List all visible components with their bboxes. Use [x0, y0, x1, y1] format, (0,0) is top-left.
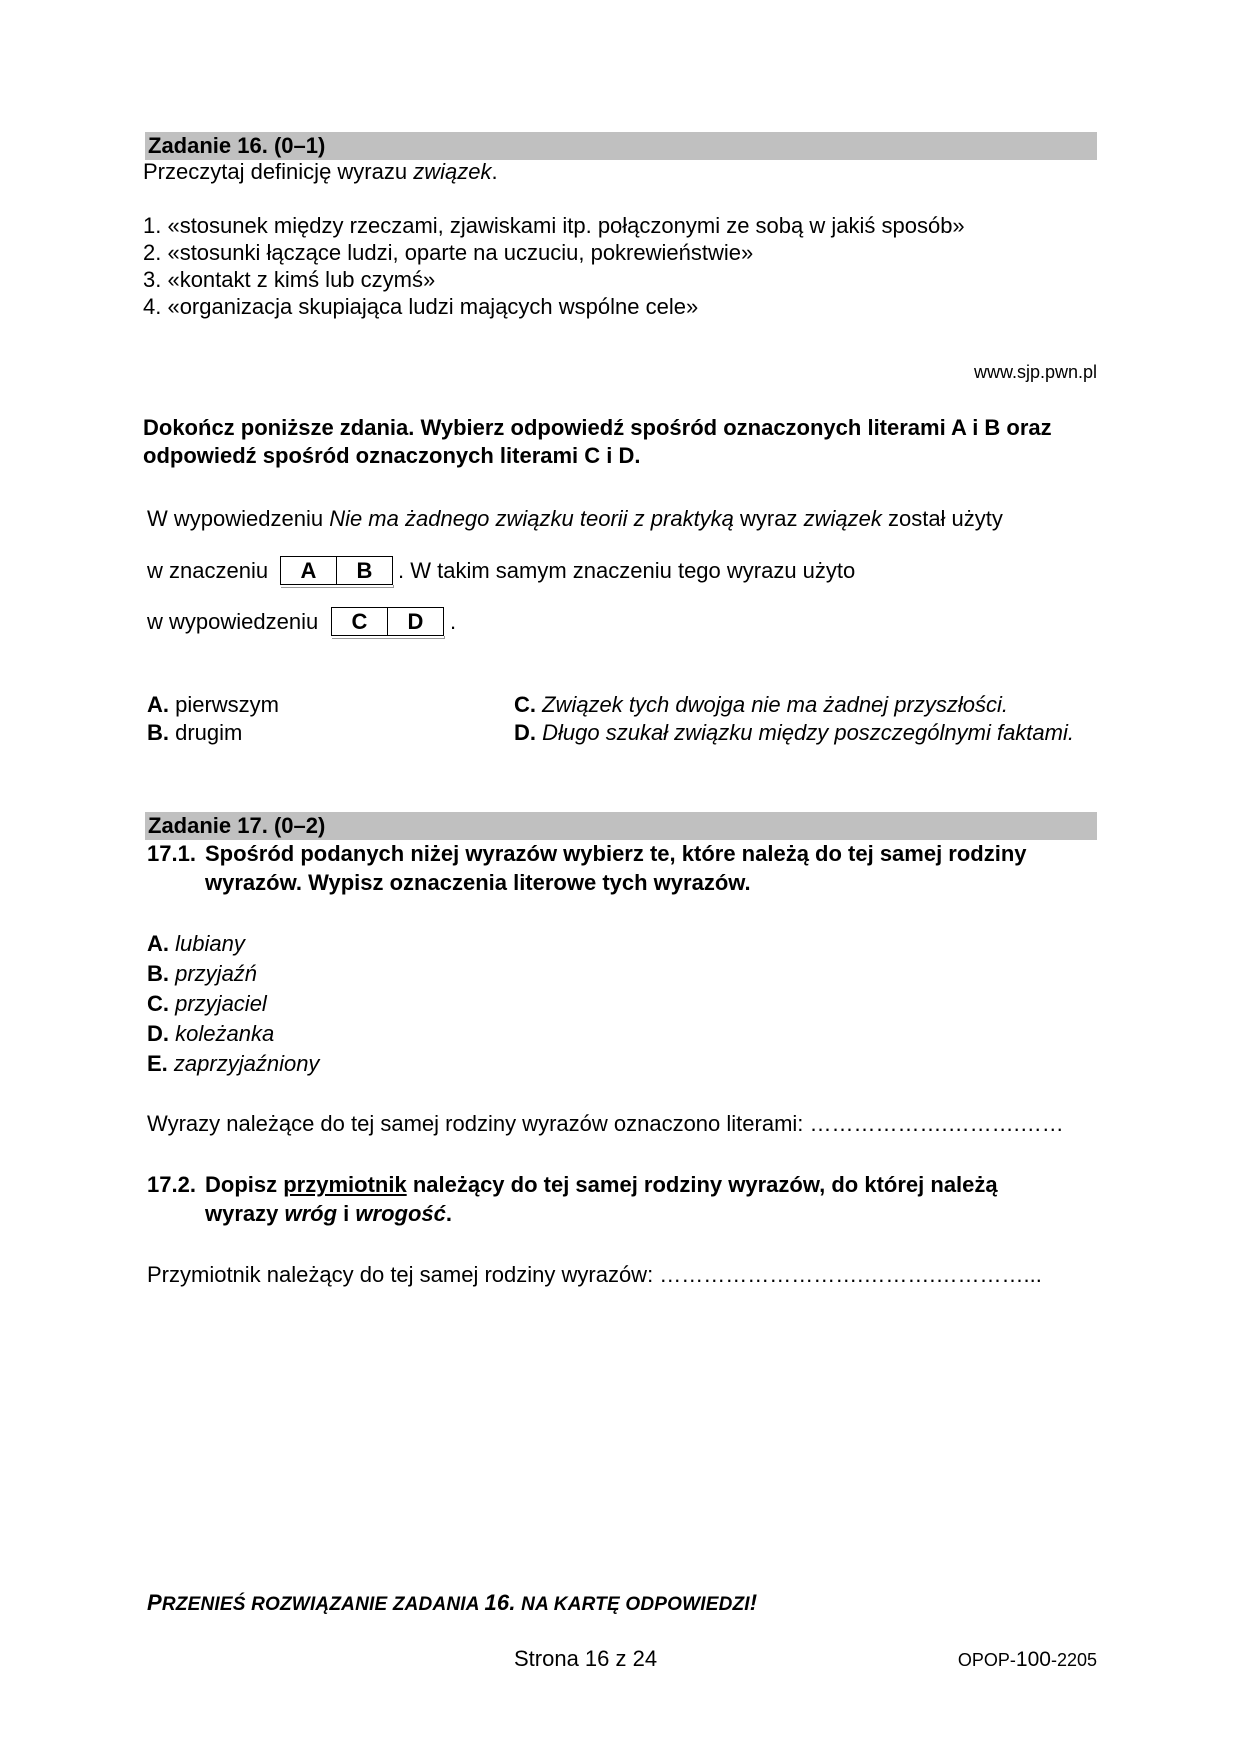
answer-box-ab: [280, 556, 393, 585]
definition-3: 3. «kontakt z kimś lub czymś»: [143, 267, 436, 292]
question-17-2-number: 17.2.: [147, 1172, 196, 1197]
answer-17-2-field[interactable]: ……………………….……….…………...: [659, 1262, 1042, 1287]
question-17-2-line1: Dopisz przymiotnik należący do tej samej rodziny wyrazów, do której należą: [205, 1172, 998, 1197]
word-option-e: E. zaprzyjaźniony: [147, 1051, 320, 1076]
option-c: C. Związek tych dwojga nie ma żadnej przyszłości.: [514, 692, 1008, 717]
task-16-sentence-2a: w znaczeniu: [147, 558, 269, 583]
task-16-instruction-line1: Dokończ poniższe zdania. Wybierz odpowiedź spośród oznaczonych literami A i B oraz: [143, 415, 1052, 440]
answer-17-1-field[interactable]: ……………….……….……: [809, 1111, 1064, 1136]
answer-17-2: Przymiotnik należący do tej samej rodziny wyrazów: ……………………….……….…………...: [147, 1262, 1042, 1287]
task-16-header: Zadanie 16. (0–1): [145, 132, 1097, 160]
task-16-sentence-3a: w wypowiedzeniu: [147, 609, 319, 634]
option-d-cell[interactable]: D: [388, 608, 444, 636]
exam-code: OPOP-100-2205: [957, 1648, 1097, 1671]
question-17-1-number: 17.1.: [147, 841, 196, 866]
option-d: D. Długo szukał związku między poszczególnymi faktami.: [514, 720, 1074, 745]
option-a: A. pierwszym: [147, 692, 280, 717]
task-16-sentence-2b: . W takim samym znaczeniu tego wyrazu użyto: [398, 558, 856, 583]
question-17-2-line2: wyrazy wróg i wrogość.: [205, 1201, 452, 1226]
option-a-cell[interactable]: A: [281, 557, 337, 585]
task-16-sentence-3b: .: [450, 609, 457, 634]
definition-2: 2. «stosunki łączące ludzi, oparte na uczuciu, pokrewieństwie»: [143, 240, 754, 265]
option-b-cell[interactable]: B: [337, 557, 393, 585]
transfer-note: PRZENIEŚ ROZWIĄZANIE ZADANIA 16. NA KARTĘ ODPOWIEDZI!: [147, 1590, 758, 1615]
definition-4: 4. «organizacja skupiająca ludzi mających wspólne cele»: [143, 294, 699, 319]
question-17-1-line2: wyrazów. Wypisz oznaczenia literowe tych wyrazów.: [205, 870, 751, 895]
task-16-sentence-1: W wypowiedzeniu Nie ma żadnego związku teorii z praktyką wyraz związek został użyty: [147, 506, 1003, 531]
task-16-instruction-line2: odpowiedź spośród oznaczonych literami C i D.: [143, 443, 641, 468]
task-16-intro: Przeczytaj definicję wyrazu związek.: [143, 159, 498, 184]
task-17-header: Zadanie 17. (0–2): [145, 812, 1097, 840]
answer-box-cd: [331, 607, 444, 636]
word-option-a: A. lubiany: [147, 931, 245, 956]
word-option-c: C. przyjaciel: [147, 991, 267, 1016]
word-option-b: B. przyjaźń: [147, 961, 258, 986]
answer-17-1: Wyrazy należące do tej samej rodziny wyrazów oznaczono literami: ……………….……….……: [147, 1111, 1064, 1136]
question-17-1-line1: Spośród podanych niżej wyrazów wybierz te, które należą do tej samej rodziny: [205, 841, 1027, 866]
definition-1: 1. «stosunek między rzeczami, zjawiskami itp. połączonymi ze sobą w jakiś sposób»: [143, 213, 965, 238]
option-c-cell[interactable]: C: [332, 608, 388, 636]
source-citation: www.sjp.pwn.pl: [973, 362, 1097, 382]
page-number: Strona 16 z 24: [514, 1646, 658, 1671]
word-option-d: D. koleżanka: [147, 1021, 275, 1046]
option-b: B. drugim: [147, 720, 243, 745]
